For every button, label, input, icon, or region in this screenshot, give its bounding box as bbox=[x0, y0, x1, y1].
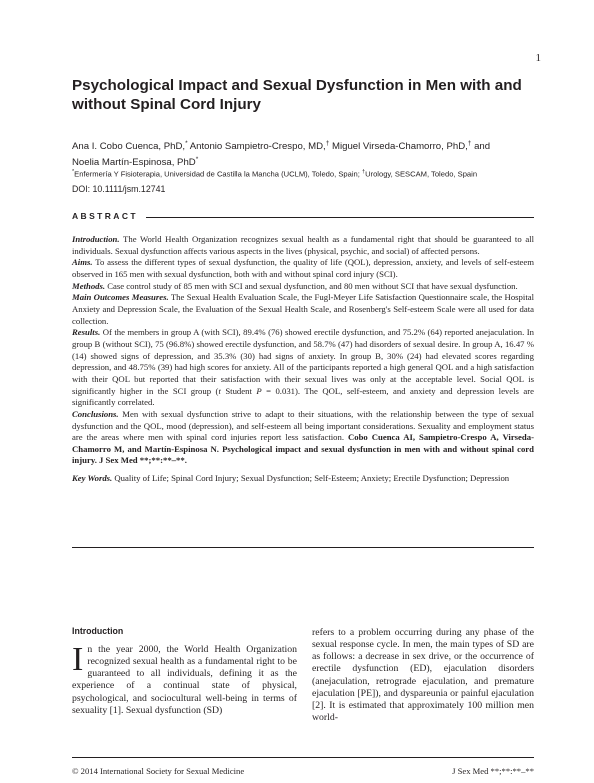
stat-symbol: P bbox=[256, 385, 262, 396]
author-text: Miguel Virseda-Chamorro, PhD, bbox=[329, 141, 468, 153]
affiliations bbox=[72, 167, 542, 180]
author-text: Antonio Sampietro-Crespo, MD, bbox=[187, 141, 326, 153]
abstract-results bbox=[72, 327, 534, 409]
journal-reference: J Sex Med **;**:**–** bbox=[452, 766, 534, 776]
paragraph-text: n the year 2000, the World Health Organization recognized sexual health as a fundamental right to be guaranteed to all individuals, defining it as the experience of a continual state of physical, psychological, and sociocultural well-being in terms of sexuality [1]. Sexual dysfunction (SD) bbox=[72, 644, 297, 716]
body-column-right bbox=[312, 627, 534, 724]
section-text: Of the members in group A (with SCI), 89.4% (76) showed erectile dysfunction, and 75.2% (64) reported anejaculation. In group B (without SCI), 75 (96.8%) showed erectile dysfunction, and 58.7% (47) had disorders of sexual desire. In group A, 16.47 % (14) showed signs of depression, and 35.3% (30) had signs of anxiety. In group B, 30% (24) had elevated scores regarding depression, and 48.75% (39) had high scores for anxiety. All of the participants reported a high general QOL and a high satisfaction with their QOL but reported that their satisfaction with their sexual lives was only at the acceptable level. Social QOL is significantly higher in the SCI group ( bbox=[72, 327, 534, 396]
paragraph-text: refers to a problem occurring during any phase of the sexual response cycle. In men, the main types of SD are as follows: a decrease in sex drive, or the occurrence of erectile dysfunction (ED), ejaculation disorders (anejaculation, retrograde ejaculation, and premature ejaculation [PE]), and dyspareunia or painful ejaculation [2]. It is estimated that approximately 100 million men world- bbox=[312, 627, 534, 724]
section-label: Results. bbox=[72, 327, 101, 338]
affiliation-mark: * bbox=[195, 156, 199, 164]
section-label: Conclusions. bbox=[72, 408, 119, 419]
section-label: Aims. bbox=[72, 257, 93, 268]
abstract-rule bbox=[146, 217, 534, 218]
abstract-conclusions bbox=[72, 409, 534, 467]
affiliation-mark: † bbox=[467, 140, 472, 147]
section-text: Men with sexual dysfunction strive to adapt to their situations, with the relationship between the type of sexual dysfunction and the QOL, mood (depression), and self-esteem all being important considerations. Sexuality and employment status are the areas where men with spinal cord injuries report less satisfaction. bbox=[72, 408, 534, 443]
section-text: To assess the different types of sexual dysfunction, the quality of life (QOL), depression, anxiety, and levels of self-esteem observed in 165 men with sexual dysfunction, both with and without spinal cord injury (SCI). bbox=[72, 257, 534, 279]
affiliation-text: Urology, SESCAM, Toledo, Spain bbox=[365, 169, 478, 179]
section-text: The Sexual Health Evaluation Scale, the Fugl-Meyer Life Satisfaction Questionnaire scale, the Hospital Anxiety and Depression Scale, the Evaluation of the Sexual Health Scale, and Rosenberg's Self-esteem Scale were all used for data collection. bbox=[72, 292, 535, 326]
abstract-outcomes bbox=[72, 292, 534, 327]
section-label: Main Outcomes Measures. bbox=[72, 292, 169, 303]
footer-rule bbox=[72, 757, 534, 758]
abstract-keywords bbox=[72, 473, 534, 485]
section-text: = 0.031). The QOL, self-esteem, and anxiety and depression levels are significantly correlated. bbox=[72, 385, 534, 408]
drop-cap: I bbox=[72, 641, 84, 678]
abstract-introduction bbox=[72, 234, 534, 257]
section-text: The World Health Organization recognizes sexual health as a fundamental right that should be guaranteed to all individuals. Sexual dysfunction affects various aspects in the lives (physical, psychic, and social) of affected persons. bbox=[72, 234, 534, 256]
author-text: and bbox=[471, 141, 491, 153]
stat-symbol: t bbox=[218, 385, 221, 396]
abstract-bottom-rule bbox=[72, 547, 534, 548]
affiliation-mark: * bbox=[72, 169, 75, 175]
copyright-notice: © 2014 International Society for Sexual Medicine bbox=[72, 766, 245, 776]
section-text: Case control study of 85 men with SCI and sexual dysfunction, and 80 men without SCI that have sexual dysfunction. bbox=[105, 280, 518, 291]
article-title: Psychological Impact and Sexual Dysfunction in Men with and without Spinal Cord Injury bbox=[72, 77, 522, 113]
section-label: Key Words. bbox=[72, 473, 113, 484]
author-list bbox=[72, 137, 532, 169]
introduction-heading: Introduction bbox=[72, 626, 124, 636]
abstract-heading: ABSTRACT bbox=[72, 211, 138, 221]
abstract-methods bbox=[72, 281, 534, 293]
author-text: Noelia Martín-Espinosa, PhD bbox=[72, 157, 196, 169]
affiliation-mark: † bbox=[362, 169, 366, 175]
abstract-aims bbox=[72, 257, 534, 280]
affiliation-mark: † bbox=[325, 140, 330, 147]
section-label: Introduction. bbox=[72, 234, 120, 244]
keywords-text: Quality of Life; Spinal Cord Injury; Sexual Dysfunction; Self-Esteem; Anxiety; Erectile Dysfunction; Depression bbox=[112, 473, 510, 484]
doi-link[interactable]: DOI: 10.1111/jsm.12741 bbox=[72, 184, 166, 194]
section-text: Student bbox=[220, 385, 257, 396]
citation: Cobo Cuenca AI, Sampietro-Crespo A, Virseda-Chamorro M, and Martín-Espinosa N. Psychological impact and sexual dysfunction in men with and without spinal cord injury. J Sex Med **;**:**–**. bbox=[72, 432, 534, 466]
abstract-body bbox=[72, 234, 534, 485]
affiliation-text: Enfermería Y Fisioterapia, Universidad de Castilla la Mancha (UCLM), Toledo, Spain; bbox=[74, 169, 362, 179]
author-text: Ana I. Cobo Cuenca, PhD, bbox=[72, 141, 186, 153]
body-column-left bbox=[72, 641, 297, 717]
affiliation-mark: * bbox=[185, 140, 188, 147]
page-number: 1 bbox=[535, 52, 541, 64]
section-label: Methods. bbox=[72, 280, 106, 291]
